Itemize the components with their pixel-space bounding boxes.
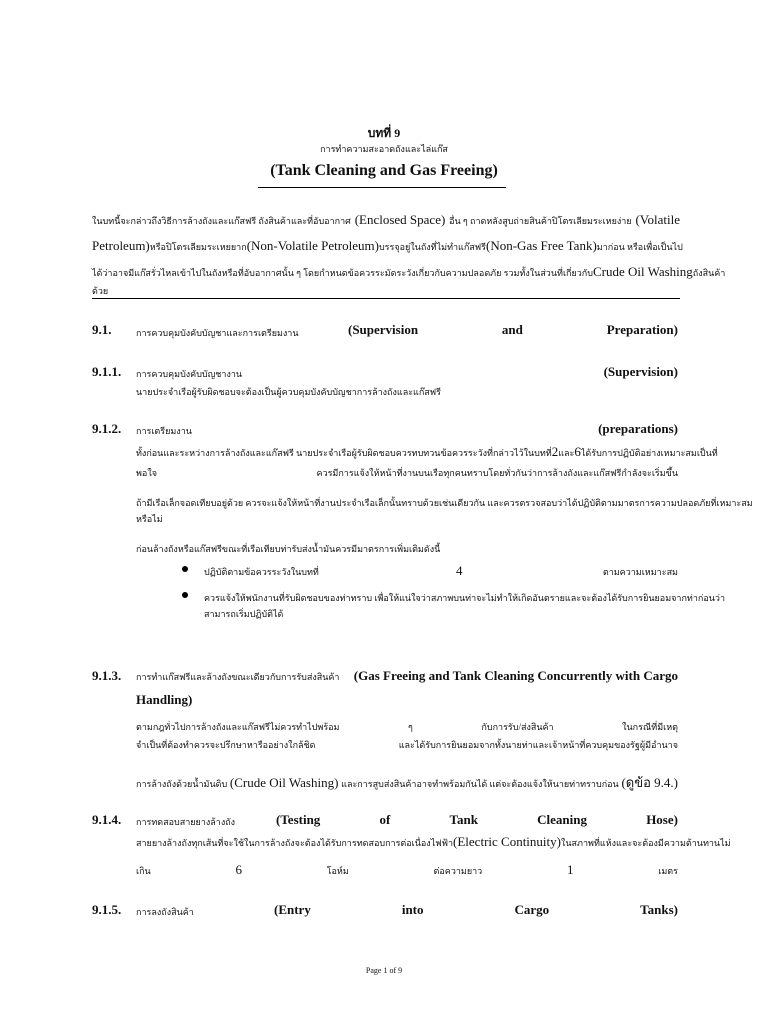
title-word: into bbox=[401, 902, 424, 917]
section-number: 9.1.4. bbox=[92, 812, 122, 827]
paragraph-term: (Electric Continuity) bbox=[453, 834, 561, 849]
paragraph-text: และการสูบส่งสินค้าอาจทำพร้อมกันได้ แต่จะต้องแจ้งให้นายท่าทราบก่อน bbox=[341, 779, 619, 789]
paragraph-line bbox=[136, 444, 718, 460]
intro-term: (Non-Volatile Petroleum) bbox=[246, 238, 379, 253]
title-word: Cargo bbox=[514, 902, 550, 917]
section-title-line bbox=[136, 668, 678, 684]
chapter-ref: 4 bbox=[456, 563, 463, 578]
intro-text: มาก่อน หรือเพื่อเป็นไป bbox=[596, 242, 683, 252]
paragraph-text: และ bbox=[558, 448, 575, 458]
intro-text: หรือปิโตรเลียมระเหยยาก bbox=[149, 242, 247, 252]
bullet-icon bbox=[182, 592, 188, 598]
paragraph-text: โอห์ม bbox=[326, 866, 349, 876]
section-number: 9.1.2. bbox=[92, 421, 122, 436]
chapter-heading: บทที่ 9 bbox=[367, 126, 401, 140]
paragraph-text: ได้รับการปฏิบัติอย่างเหมาะสมเป็นที่ bbox=[580, 448, 718, 458]
section-title-thai: การทดสอบสายยางล้างถัง bbox=[136, 817, 236, 827]
intro-line-4: ด้วย bbox=[92, 286, 109, 296]
paragraph-term: (Crude Oil Washing) bbox=[229, 775, 339, 790]
paragraph-text: ต่อความยาว bbox=[433, 866, 483, 876]
paragraph-text: ควรมีการแจ้งให้หน้าที่งานบนเรือทุกคนทราบโดยทั่วกันว่าการล้างถังและแก๊สฟรีกำลังจะเริ่มขึ้น bbox=[316, 468, 678, 478]
page-number: Page 1 of 9 bbox=[365, 966, 403, 975]
intro-term: (Volatile bbox=[635, 212, 680, 227]
chapter-ref: 2 bbox=[551, 444, 559, 459]
chapter-ref: 6 bbox=[574, 444, 581, 459]
section-number: 9.1.5. bbox=[92, 902, 122, 917]
title-word: (Supervision bbox=[348, 322, 419, 337]
intro-term: Crude Oil Washing bbox=[592, 264, 693, 279]
value: 1 bbox=[567, 862, 574, 877]
section-title-thai: การลงถังสินค้า bbox=[136, 907, 194, 917]
intro-line-1 bbox=[92, 212, 680, 228]
title-word: of bbox=[379, 812, 391, 827]
title-underline bbox=[258, 187, 506, 188]
paragraph-text: จำเป็นที่ต้องทำควรจะปรึกษาหารืออย่างใกล้ชิด bbox=[136, 740, 316, 750]
paragraph-text: เมตร bbox=[658, 866, 678, 876]
title-word: Tanks) bbox=[640, 902, 678, 917]
section-title-thai: การเตรียมงาน bbox=[136, 426, 192, 436]
paragraph-text: กับการรับ/ส่งสินค้า bbox=[481, 722, 554, 732]
paragraph-text: หรือไม่ bbox=[136, 514, 163, 524]
paragraph-text: ในสภาพที่แห้งและจะต้องมีความต้านทานไม่ bbox=[560, 838, 731, 848]
paragraph-text: สายยางล้างถังทุกเส้นที่จะใช้ในการล้างถังจะต้องได้รับการทดสอบการต่อเนื่องไฟฟ้า bbox=[136, 838, 454, 848]
intro-text: ได้ว่าอาจมีแก๊สรั่วไหลเข้าไปในถังหรือที่อับอากาศนั้น ๆ โดยกำหนดข้อควรระมัดระวังเกี่ยวกับความปลอดภัย รวมทั้งในส่วนที่เกี่ยวกับ bbox=[92, 268, 593, 278]
list-item-text: ปฏิบัติตามข้อควรระวังในบทที่ bbox=[204, 567, 319, 577]
intro-text: ในบทนี้จะกล่าวถึงวิธีการล้างถังและแก๊สฟรี ถังสินค้าและที่อับอากาศ bbox=[92, 216, 351, 226]
paragraph-text: พอใจ bbox=[136, 468, 158, 478]
paragraph-text: ก่อนล้างถังหรือแก๊สฟรีขณะที่เรือเทียบท่ารับส่งน้ำมันควรมีมาตรการเพิ่มเติมดังนี้ bbox=[136, 544, 441, 554]
intro-term: Petroleum) bbox=[92, 238, 150, 253]
section-title-thai: การควบคุมบังคับบัญชาและการเตรียมงาน bbox=[136, 328, 299, 338]
title-word: Cleaning bbox=[537, 812, 587, 827]
section-title-english bbox=[348, 322, 678, 338]
section-title-english: (Gas Freeing and Tank Cleaning Concurrently with Cargo bbox=[353, 668, 678, 683]
intro-text: ถังสินค้า bbox=[692, 268, 726, 278]
section-title-thai: การทำแก๊สฟรีและล้างถังขณะเดียวกับการรับส่งสินค้า bbox=[136, 672, 340, 682]
paragraph-text: ถ้ามีเรือเล็กจอดเทียบอยู่ด้วย ควรจะแจ้งให้หน้าที่งานประจำเรือเล็กนั้นทราบด้วยเช่นเดียวกัน และควรตรวจสอบว่าได้ปฏิบัติตามมาตรการความปลอดภัยที่เหมาะสม bbox=[136, 498, 753, 508]
section-title-english: (Supervision) bbox=[603, 364, 678, 379]
intro-term: (Non-Gas Free Tank) bbox=[486, 238, 597, 253]
value: 6 bbox=[235, 862, 242, 877]
section-divider bbox=[92, 298, 680, 299]
list-item-text: สามารถเริ่มปฏิบัติได้ bbox=[204, 609, 284, 619]
intro-line-3 bbox=[92, 264, 726, 280]
list-item-text: ควรแจ้งให้พนักงานที่รับผิดชอบของท่าทราบ เพื่อให้แน่ใจว่าสภาพบนท่าจะไม่ทำให้เกิดอันตรายและจะต้องได้รับการยินยอมจากท่าก่อนว่า bbox=[204, 593, 726, 603]
title-word: and bbox=[501, 322, 523, 337]
paragraph: นายประจำเรือผู้รับผิดชอบจะต้องเป็นผู้ควบคุมบังคับบัญชาการล้างถังและแก๊สฟรี bbox=[136, 387, 442, 397]
title-word: Hose) bbox=[646, 812, 678, 827]
paragraph-line bbox=[136, 834, 731, 850]
paragraph-text: ๆ bbox=[408, 722, 413, 732]
paragraph-text: ตามกฎทั่วไปการล้างถังและแก๊สฟรีไม่ควรทำไปพร้อม bbox=[136, 722, 340, 732]
intro-term: (Enclosed Space) bbox=[354, 212, 446, 227]
section-title-english bbox=[276, 812, 678, 828]
list-item-text: ตามความเหมาะสม bbox=[602, 567, 678, 577]
paragraph-text: และได้รับการยินยอมจากทั้งนายท่าและเจ้าหน้าที่ควบคุมของรัฐผู้มีอำนาจ bbox=[398, 740, 678, 750]
chapter-subtitle-thai: การทำความสะอาดถังและไล่แก๊ส bbox=[320, 144, 448, 154]
section-number: 9.1. bbox=[92, 322, 112, 337]
paragraph-text: ในกรณีที่มีเหตุ bbox=[622, 722, 678, 732]
chapter-title-english: (Tank Cleaning and Gas Freeing) bbox=[270, 162, 498, 179]
section-title-thai: การควบคุมบังคับบัญชางาน bbox=[136, 369, 243, 379]
bullet-icon bbox=[182, 566, 188, 572]
paragraph-line bbox=[136, 862, 678, 878]
paragraph-line bbox=[136, 772, 678, 793]
paragraph-text: การล้างถังด้วยน้ำมันดิบ bbox=[136, 779, 228, 789]
intro-text: อื่น ๆ ถาดหลังสูบถ่ายสินค้าปิโตรเลียมระเหยง่าย bbox=[449, 216, 632, 226]
section-number: 9.1.1. bbox=[92, 364, 122, 379]
paragraph-line bbox=[136, 720, 678, 734]
paragraph-line bbox=[136, 738, 678, 752]
intro-line-2 bbox=[92, 238, 683, 254]
section-number: 9.1.3. bbox=[92, 668, 122, 683]
cross-reference: (ดูข้อ 9.4.) bbox=[621, 775, 678, 790]
title-word: Tank bbox=[449, 812, 478, 827]
paragraph-text: เกิน bbox=[136, 866, 151, 876]
section-title-english: Handling) bbox=[136, 692, 193, 707]
section-title-english: (preparations) bbox=[598, 421, 678, 436]
title-word: Preparation) bbox=[606, 322, 678, 337]
title-word: (Testing bbox=[276, 812, 321, 827]
paragraph-text: ทั้งก่อนและระหว่างการล้างถังและแก๊สฟรี นายประจำเรือผู้รับผิดชอบควรทบทวนข้อควรระวังที่กล่าวไว้ในบทที่ bbox=[136, 448, 552, 458]
intro-text: บรรจุอยู่ในถังที่ไม่ทำแก๊สฟรี bbox=[378, 242, 487, 252]
section-title-english bbox=[274, 902, 678, 918]
title-word: (Entry bbox=[274, 902, 311, 917]
